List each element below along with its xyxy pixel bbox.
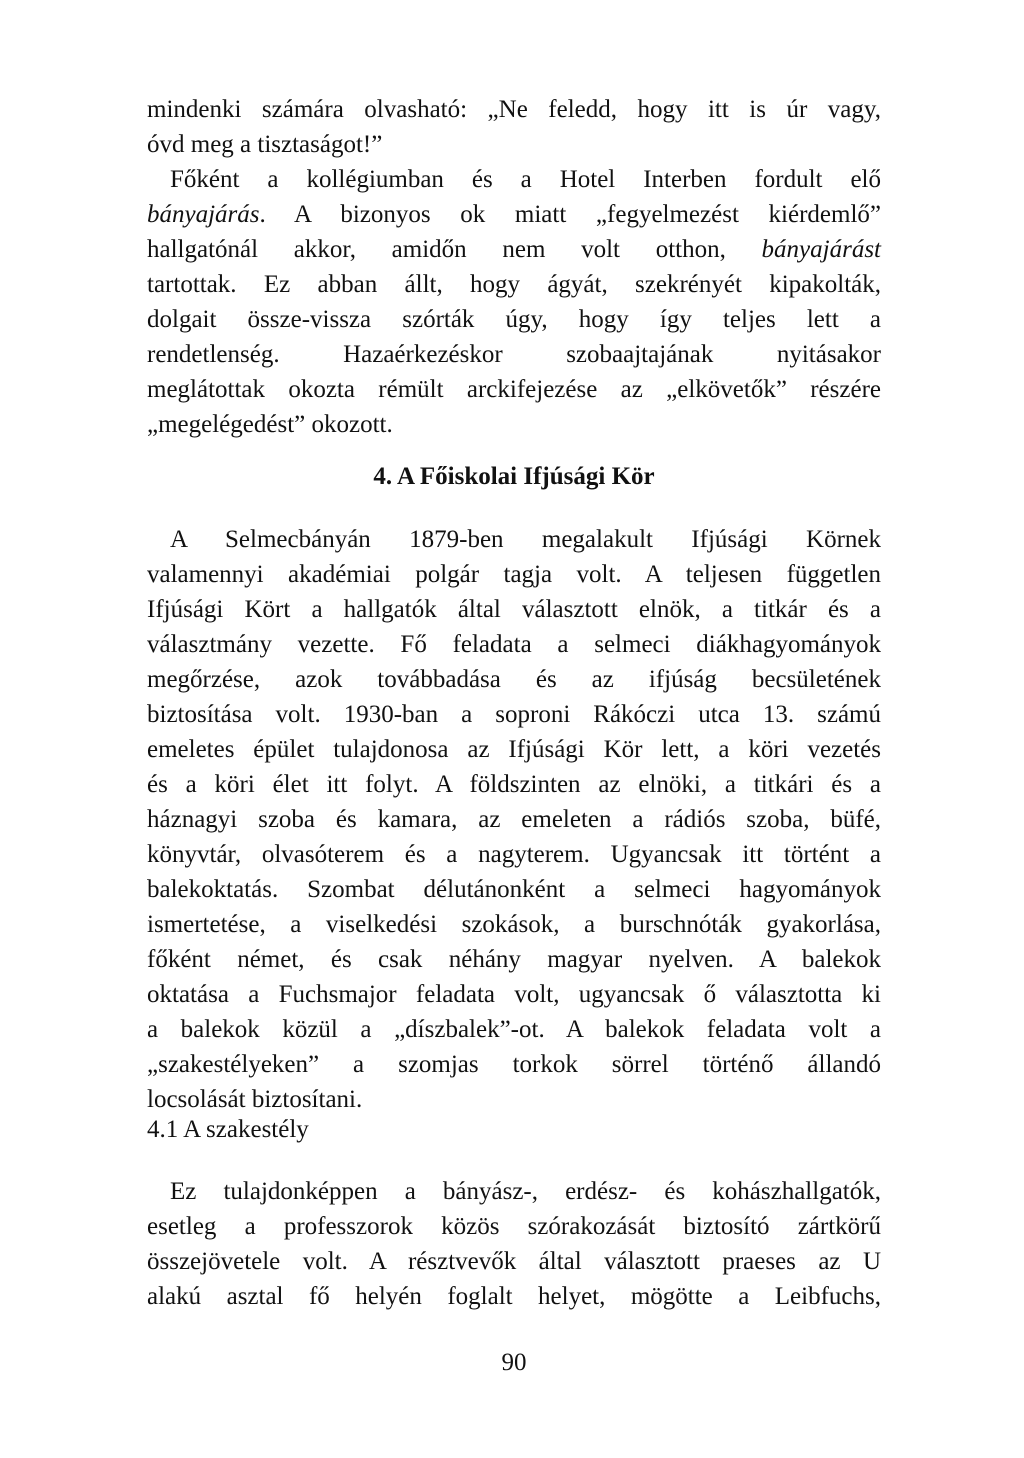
- paragraph-ifjusagi-kor: [147, 522, 881, 1117]
- text-line: és a köri élet itt folyt. A földszinten az elnöki, a titkári és a: [147, 771, 881, 798]
- text-line: alakú asztal fő helyén foglalt helyet, mögötte a Leibfuchs,: [147, 1283, 881, 1310]
- text-line: rendetlenség. Hazaérkezéskor szobaajtajának nyitásakor: [147, 341, 881, 368]
- text-line: oktatása a Fuchsmajor feladata volt, ugyancsak ő választotta ki: [147, 981, 881, 1008]
- text-line: bányajárás. A bizonyos ok miatt „fegyelmezést kiérdemlő”: [147, 201, 881, 228]
- text-line: esetleg a professzorok közös szórakozását biztosító zártkörű: [147, 1213, 881, 1240]
- italic-term: bányajárás: [147, 201, 260, 228]
- section-heading: 4. A Főiskolai Ifjúsági Kör: [373, 463, 655, 490]
- text-line: mindenki számára olvasható: „Ne feledd, hogy itt is úr vagy,: [147, 96, 881, 123]
- italic-term: bányajárást: [761, 236, 881, 263]
- text-line: balekoktatás. Szombat délutánonként a selmeci hagyományok: [147, 876, 881, 903]
- text-line: Főként a kollégiumban és a Hotel Interben fordult elő: [170, 166, 881, 193]
- text-line: valamennyi akadémiai polgár tagja volt. A teljesen független: [147, 561, 881, 588]
- text-line: háznagyi szoba és kamara, az emeleten a rádiós szoba, büfé,: [147, 806, 881, 833]
- text-line: összejövetele volt. A résztvevők által választott praeses az U: [147, 1248, 881, 1275]
- paragraph-continuation: [147, 92, 881, 162]
- text-line: könyvtár, olvasóterem és a nagyterem. Ugyancsak itt történt a: [147, 841, 881, 868]
- text-line: hallgatónál akkor, amidőn nem volt otthon, bányajárást: [147, 236, 881, 263]
- text-line: dolgait össze-vissza szórták úgy, hogy így teljes lett a: [147, 306, 881, 333]
- text-line: óvd meg a tisztaságot!”: [147, 131, 383, 158]
- text-line: „megelégedést” okozott.: [147, 411, 393, 438]
- text-line: emeletes épület tulajdonosa az Ifjúsági Kör lett, a köri vezetés: [147, 736, 881, 763]
- subsection-heading: 4.1 A szakestély: [147, 1116, 309, 1143]
- paragraph-szakestely: [147, 1174, 881, 1314]
- text-line: biztosítása volt. 1930-ban a soproni Rákóczi utca 13. számú: [147, 701, 881, 728]
- text-line: a balekok közül a „díszbalek”-ot. A balekok feladata volt a: [147, 1016, 881, 1043]
- text-line: ismertetése, a viselkedési szokások, a burschnóták gyakorlása,: [147, 911, 881, 938]
- text-line: megőrzése, azok továbbadása és az ifjúság becsületének: [147, 666, 881, 693]
- text-line: főként német, és csak néhány magyar nyelven. A balekok: [147, 946, 881, 973]
- text-line: meglátottak okozta rémült arckifejezése az „elkövetők” részére: [147, 376, 881, 403]
- paragraph-banyajaras: [147, 162, 881, 442]
- text-line: tartottak. Ez abban állt, hogy ágyát, szekrényét kipakolták,: [147, 271, 881, 298]
- text-line: locsolását biztosítani.: [147, 1086, 363, 1113]
- text-line: Ifjúsági Kört a hallgatók által választott elnök, a titkár és a: [147, 596, 881, 623]
- text-line: választmány vezette. Fő feladata a selmeci diákhagyományok: [147, 631, 881, 658]
- text-line: A Selmecbányán 1879-ben megalakult Ifjúsági Körnek: [170, 526, 881, 553]
- text-line: Ez tulajdonképpen a bányász-, erdész- és kohászhallgatók,: [170, 1178, 881, 1205]
- page-number: 90: [501, 1349, 527, 1376]
- text-line: „szakestélyeken” a szomjas torkok sörrel történő állandó: [147, 1051, 881, 1078]
